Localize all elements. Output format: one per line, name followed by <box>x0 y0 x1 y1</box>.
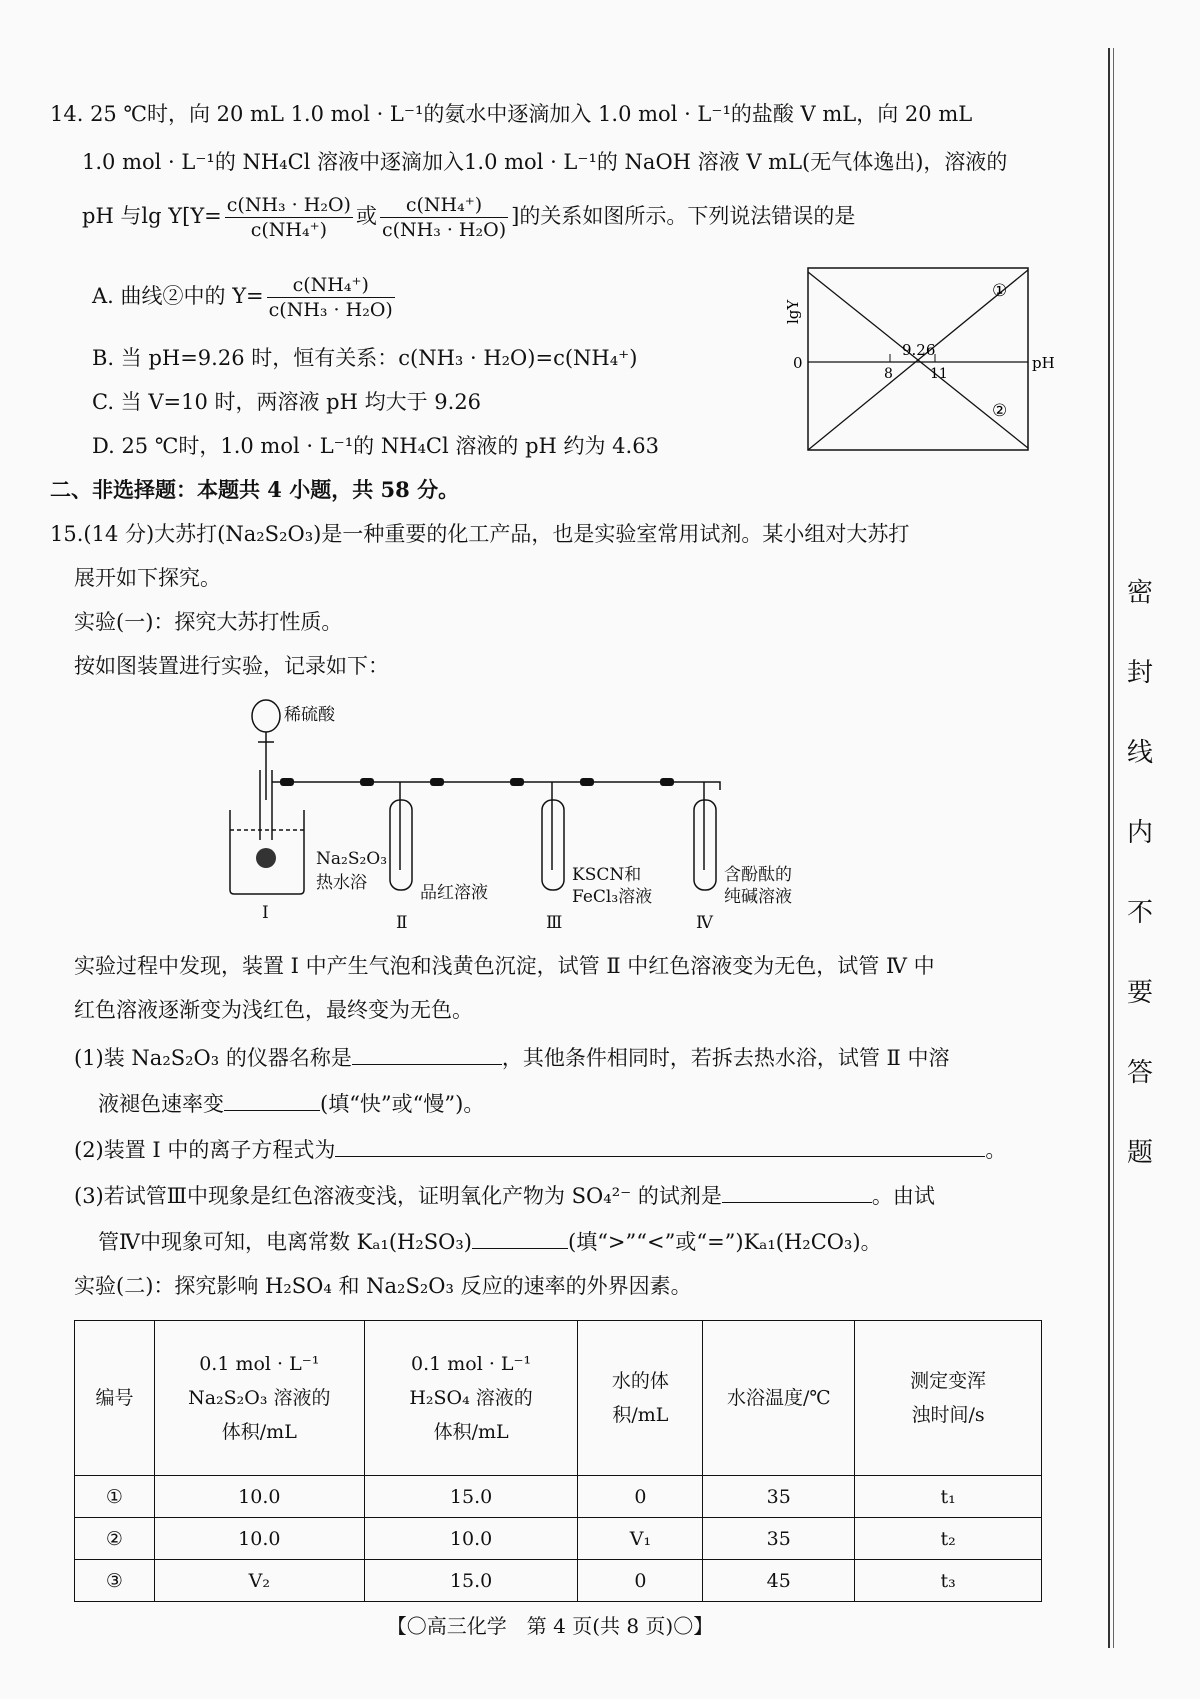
cell-h2so4: 15.0 <box>364 1560 578 1602</box>
cell-time: t₁ <box>855 1476 1042 1518</box>
graph-curve-1-label: ① <box>992 281 1008 301</box>
table-row <box>75 1518 1042 1560</box>
cell-na2s2o3: 10.0 <box>154 1476 364 1518</box>
option-a-num: c(NH₄⁺) <box>267 273 395 298</box>
h4b-text: 积/mL <box>612 1404 669 1426</box>
observation-line2: 红色溶液逐渐变为浅红色，最终变为无色。 <box>74 998 473 1022</box>
graph-tick-8: 8 <box>884 366 893 382</box>
label-soda: 纯碱溶液 <box>724 887 792 907</box>
sub3-text-d: (填“>”“<”或“=”)Kₐ₁(H₂CO₃)。 <box>568 1230 882 1254</box>
exp2-heading: 实验(二)：探究影响 H₂SO₄ 和 Na₂S₂O₃ 反应的速率的外界因素。 <box>74 1274 692 1298</box>
seal-char: 不 <box>1126 898 1153 928</box>
table-row <box>75 1476 1042 1518</box>
test-tube-2 <box>390 800 412 890</box>
connector-5 <box>580 778 594 786</box>
cell-temp: 35 <box>703 1476 855 1518</box>
sub1-text-b: ，其他条件相同时，若拆去热水浴，试管 Ⅱ 中溶 <box>501 1046 950 1070</box>
label-reagent: Na₂S₂O₃ <box>316 849 388 869</box>
h2c-text: 体积/mL <box>221 1421 297 1443</box>
answer-blank-1[interactable] <box>352 1042 502 1065</box>
seal-char: 题 <box>1126 1138 1153 1168</box>
answer-blank-3[interactable] <box>335 1134 985 1157</box>
exp1-heading: 实验(一)：探究大苏打性质。 <box>74 610 343 634</box>
col-header-na2s2o3 <box>154 1321 364 1476</box>
h6b-text: 浊时间/s <box>911 1404 985 1426</box>
fraction-2-den: c(NH₃ · H₂O) <box>381 219 507 241</box>
q14-or: 或 <box>355 204 377 228</box>
h3b-text: H₂SO₄ 溶液的 <box>409 1387 533 1409</box>
section-2-heading: 二、非选择题：本题共 4 小题，共 58 分。 <box>50 477 460 502</box>
sub-question-3 <box>74 1180 935 1210</box>
seal-char: 封 <box>1126 658 1153 688</box>
option-c: C. 当 V=10 时，两溶液 pH 均大于 9.26 <box>92 390 482 414</box>
cell-id: ② <box>75 1518 155 1560</box>
cell-temp: 45 <box>703 1560 855 1602</box>
cell-id: ① <box>75 1476 155 1518</box>
graph-curve-2-label: ② <box>992 401 1008 421</box>
col-header-id <box>75 1321 155 1476</box>
h2b-text: Na₂S₂O₃ 溶液的 <box>188 1387 331 1409</box>
cell-h2so4: 10.0 <box>364 1518 578 1560</box>
h6a-text: 测定变浑 <box>910 1370 987 1392</box>
funnel-bulb <box>252 700 280 732</box>
exp1-intro: 按如图装置进行实验，记录如下： <box>74 654 389 678</box>
sub1-text-a: (1)装 Na₂S₂O₃ 的仪器名称是 <box>74 1046 352 1070</box>
q14-line3-pre: pH 与lg Y[Y= <box>82 204 222 228</box>
label-tube-3: Ⅲ <box>546 913 563 933</box>
seal-char: 密 <box>1126 578 1153 608</box>
option-a-pre: A. 曲线②中的 Y= <box>92 284 264 308</box>
label-fecl3: FeCl₃溶液 <box>572 887 653 907</box>
graph-zero: 0 <box>793 354 803 372</box>
seal-char: 内 <box>1126 818 1153 848</box>
label-acid: 稀硫酸 <box>284 705 335 725</box>
col-header-temp <box>703 1321 855 1476</box>
cell-na2s2o3: V₂ <box>154 1560 364 1602</box>
label-bath: 热水浴 <box>316 873 367 893</box>
graph-tick-11: 11 <box>930 366 948 382</box>
option-a-den: c(NH₃ · H₂O) <box>268 299 393 321</box>
connector-6 <box>660 778 674 786</box>
seal-char: 答 <box>1126 1058 1153 1088</box>
option-a-fraction <box>267 273 395 322</box>
gas-tube <box>272 782 720 790</box>
connector-2 <box>360 778 374 786</box>
graph-cross-label: 9.26 <box>902 341 936 359</box>
sub1-text-c: 液褪色速率变 <box>98 1092 224 1116</box>
q15-line1: 15.(14 分)大苏打(Na₂S₂O₃)是一种重要的化工产品，也是实验室常用试剂。某小组对大苏打 <box>50 522 910 546</box>
cell-time: t₃ <box>855 1560 1042 1602</box>
h2a-text: 0.1 mol · L⁻¹ <box>199 1353 320 1375</box>
connector-3 <box>430 778 444 786</box>
sub2-text-a: (2)装置 Ⅰ 中的离子方程式为 <box>74 1138 336 1162</box>
col-header-water <box>578 1321 703 1476</box>
experiment-table <box>74 1320 1042 1602</box>
q14-line2: 1.0 mol · L⁻¹的 NH₄Cl 溶液中逐滴加入1.0 mol · L⁻¹的 NaOH 溶液 V mL(无气体逸出)，溶液的 <box>82 150 1008 174</box>
answer-blank-2[interactable] <box>224 1088 320 1111</box>
q14-line3-post: ]的关系如图所示。下列说法错误的是 <box>511 204 856 228</box>
table-header-row <box>75 1321 1042 1476</box>
reaction-flask <box>256 848 276 868</box>
sub2-text-b: 。 <box>985 1138 1007 1162</box>
cell-h2so4: 15.0 <box>364 1476 578 1518</box>
option-d: D. 25 ℃时，1.0 mol · L⁻¹的 NH₄Cl 溶液的 pH 约为 4.63 <box>92 434 659 458</box>
graph-xlabel: pH <box>1032 354 1055 372</box>
col-header-time <box>855 1321 1042 1476</box>
cell-water: 0 <box>578 1560 703 1602</box>
page-footer: 【〇高三化学 第 4 页(共 8 页)〇】 <box>386 1614 714 1638</box>
test-tube-3 <box>542 800 564 890</box>
col-header-h2so4 <box>364 1321 578 1476</box>
graph-ylabel: lgY <box>784 299 802 324</box>
cell-time: t₂ <box>855 1518 1042 1560</box>
answer-blank-5[interactable] <box>472 1226 568 1249</box>
sub-question-1-cont <box>98 1088 484 1118</box>
cell-id: ③ <box>75 1560 155 1602</box>
fraction-1-num: c(NH₃ · H₂O) <box>226 194 351 216</box>
option-b: B. 当 pH=9.26 时，恒有关系：c(NH₃ · H₂O)=c(NH₄⁺) <box>92 346 638 370</box>
sub-question-3-cont <box>98 1226 882 1256</box>
connector-1 <box>280 778 294 786</box>
cell-na2s2o3: 10.0 <box>154 1518 364 1560</box>
answer-blank-4[interactable] <box>722 1180 872 1203</box>
sub3-text-a: (3)若试管Ⅲ中现象是红色溶液变浅，证明氧化产物为 SO₄²⁻ 的试剂是 <box>74 1184 722 1208</box>
apparatus-diagram <box>220 690 820 940</box>
label-tube-4: Ⅳ <box>696 913 713 933</box>
sub3-text-b: 。由试 <box>871 1184 935 1208</box>
q14-line3 <box>82 190 855 242</box>
label-tube-2: Ⅱ <box>396 913 408 933</box>
lgy-ph-graph <box>784 262 1070 462</box>
q14-line1: 14. 25 ℃时，向 20 mL 1.0 mol · L⁻¹的氨水中逐滴加入 1.0 mol · L⁻¹的盐酸 V mL，向 20 mL <box>50 102 973 126</box>
h4a-text: 水的体 <box>611 1370 669 1392</box>
cell-water: V₁ <box>578 1518 703 1560</box>
observation-line1: 实验过程中发现，装置 Ⅰ 中产生气泡和浅黄色沉淀，试管 Ⅱ 中红色溶液变为无色，试管 Ⅳ 中 <box>74 954 935 978</box>
sub1-text-d: (填“快”或“慢”)。 <box>320 1092 485 1116</box>
fraction-2-num: c(NH₄⁺) <box>380 193 508 218</box>
label-apparatus-1: Ⅰ <box>262 903 269 923</box>
fraction-1-den: c(NH₄⁺) <box>250 219 328 241</box>
seal-char: 要 <box>1126 978 1153 1008</box>
label-pinhong: 品红溶液 <box>420 883 488 903</box>
label-kscn: KSCN和 <box>572 865 642 885</box>
col-header-id-text: 编号 <box>95 1387 134 1409</box>
h5-text: 水浴温度/℃ <box>726 1387 831 1409</box>
q15-line2: 展开如下探究。 <box>74 566 221 590</box>
cell-water: 0 <box>578 1476 703 1518</box>
sub-question-2 <box>74 1134 1006 1164</box>
sub-question-1 <box>74 1042 949 1072</box>
sub3-text-c: 管Ⅳ中现象可知，电离常数 Kₐ₁(H₂SO₃) <box>98 1230 472 1254</box>
table-row <box>75 1560 1042 1602</box>
seal-line-inner <box>1113 48 1114 1648</box>
fraction-2 <box>380 193 508 242</box>
h3a-text: 0.1 mol · L⁻¹ <box>411 1353 532 1375</box>
seal-char: 线 <box>1126 738 1153 768</box>
seal-line <box>1108 48 1110 1648</box>
connector-4 <box>510 778 524 786</box>
cell-temp: 35 <box>703 1518 855 1560</box>
h3c-text: 体积/mL <box>433 1421 509 1443</box>
option-a <box>92 270 398 322</box>
label-phenolphthalein: 含酚酞的 <box>724 865 792 885</box>
test-tube-4 <box>694 800 716 890</box>
fraction-1 <box>225 193 353 242</box>
